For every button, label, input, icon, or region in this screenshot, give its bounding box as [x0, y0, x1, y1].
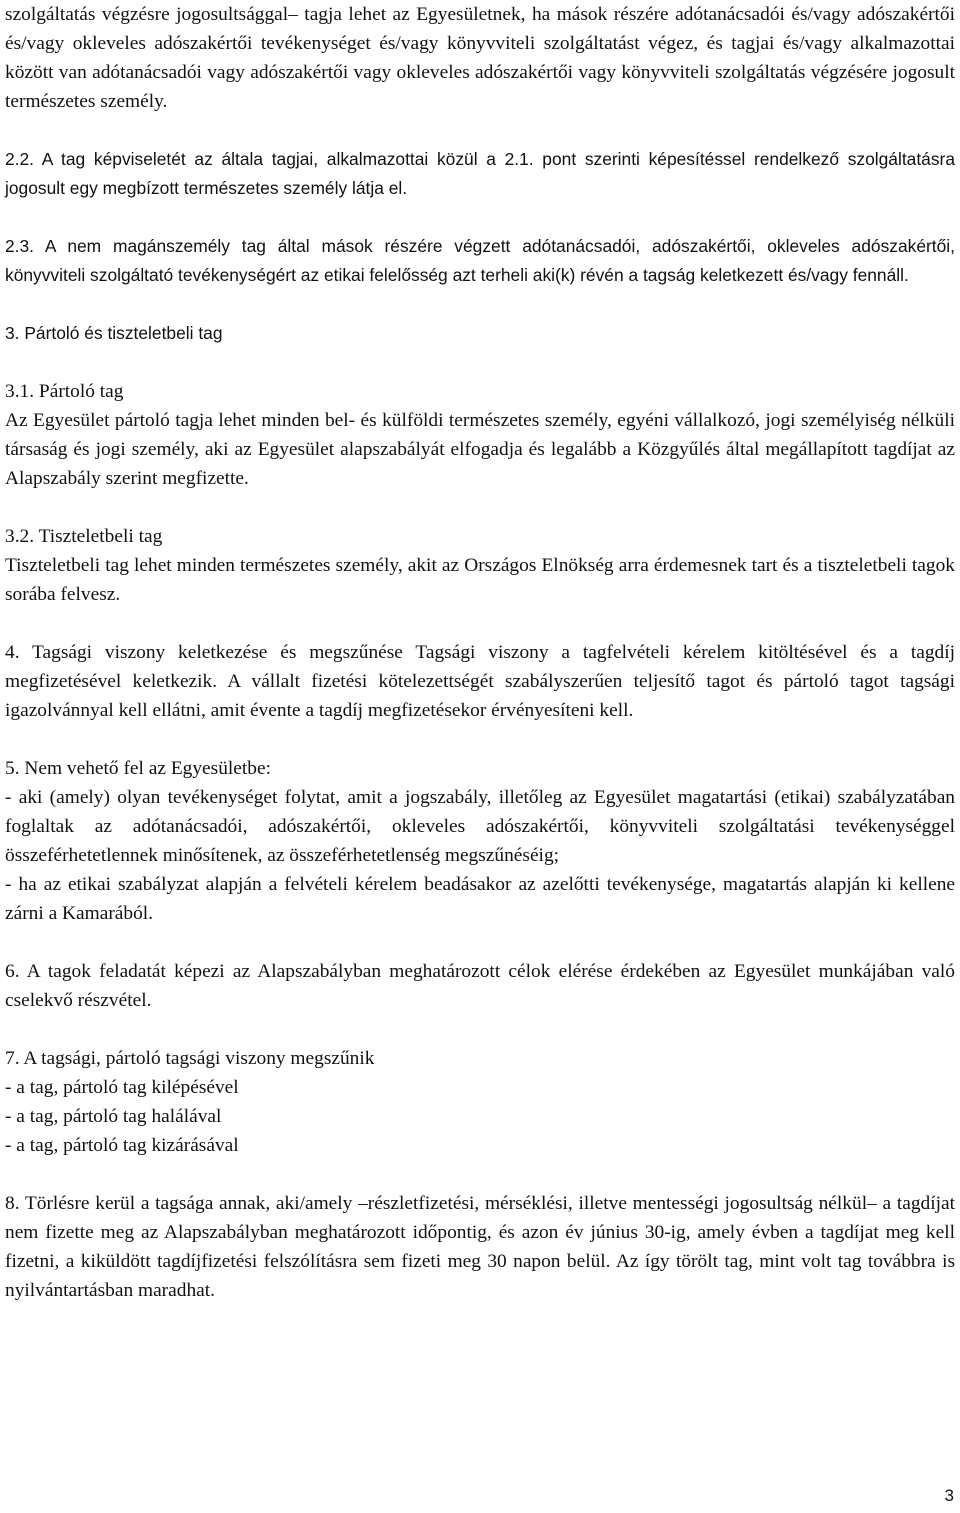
spacer: [5, 348, 955, 377]
spacer: [5, 116, 955, 145]
paragraph-6: 6. A tagok feladatát képezi az Alapszabályban meghatározott célok elérése érdekében az Egyesület munkájában való cselekvő részvétel.: [5, 961, 955, 1011]
paragraph-membership-condition: szolgáltatás végzésre jogosultsággal– tagja lehet az Egyesületnek, ha mások részére adótanácsadói és/vagy adószakértői és/vagy okleveles adószakértői tevékenységet és/vagy könyvviteli szolgáltatást végez, és tagjai és/vagy alkalmazottai között van adótanácsadói vagy adószakértői vagy okleveles adószakértői vagy könyvviteli szolgáltatás végzésére jogosult természetes személy.: [5, 4, 955, 112]
heading-3-1: 3.1. Pártoló tag: [5, 381, 124, 402]
heading-3: 3. Pártoló és tiszteletbeli tag: [5, 323, 223, 343]
spacer: [5, 1160, 955, 1189]
paragraph-2-2: 2.2. A tag képviseletét az általa tagjai, alkalmazottai közül a 2.1. pont szerinti képesítéssel rendelkező szolgáltatásra jogosult egy megbízott természetes személy látja el.: [5, 149, 955, 198]
document-page: [5, 0, 955, 1305]
list-item: - a tag, pártoló tag halálával: [5, 1106, 222, 1127]
list-item: - a tag, pártoló tag kizárásával: [5, 1135, 239, 1156]
spacer: [5, 928, 955, 957]
paragraph-5-a: - aki (amely) olyan tevékenységet folytat, amit a jogszabály, illetőleg az Egyesület magatartási (etikai) szabályzatában foglaltak az adótanácsadói, adószakértői, okleveles adószakértői, könyvviteli szolgáltatási tevékenységgel összeférhetetlennek minősítenek, az összeférhetetlenség megszűnéséig;: [5, 787, 955, 866]
heading-5: 5. Nem vehető fel az Egyesületbe:: [5, 758, 271, 779]
page-number: 3: [944, 1486, 954, 1505]
spacer: [5, 203, 955, 232]
paragraph-4: 4. Tagsági viszony keletkezése és megszűnése Tagsági viszony a tagfelvételi kérelem kitöltésével és a tagdíj megfizetésével keletkezik. A vállalt fizetési kötelezettségét szabályszerűen teljesítő tagot és pártoló tagot tagsági igazolvánnyal kell ellátni, amit évente a tagdíj megfizetésekor érvényesíteni kell.: [5, 642, 955, 721]
list-item: - a tag, pártoló tag kilépésével: [5, 1077, 239, 1098]
spacer: [5, 1015, 955, 1044]
spacer: [5, 493, 955, 522]
heading-3-2: 3.2. Tiszteletbeli tag: [5, 526, 163, 547]
spacer: [5, 609, 955, 638]
paragraph-8: 8. Törlésre kerül a tagsága annak, aki/amely –részletfizetési, mérséklési, illetve mentességi jogosultság nélkül– a tagdíjat nem fizette meg az Alapszabályban meghatározott időpontig, és azon év június 30-ig, amely évben a tagdíjat meg kell fizetni, a kiküldött tagdíjfizetési felszólításra sem fizeti meg 30 napon belül. Az így törölt tag, mint volt tag továbbra is nyilvántartásban maradhat.: [5, 1193, 955, 1301]
paragraph-2-3: 2.3. A nem magánszemély tag által mások részére végzett adótanácsadói, adószakértői, okleveles adószakértői, könyvviteli szolgáltató tevékenységért az etikai felelősség azt terheli aki(k) révén a tagság keletkezett és/vagy fennáll.: [5, 236, 955, 285]
heading-7: 7. A tagsági, pártoló tagsági viszony megszűnik: [5, 1048, 375, 1069]
paragraph-3-2: Tiszteletbeli tag lehet minden természetes személy, akit az Országos Elnökség arra érdemesnek tart és a tiszteletbeli tagok sorába felvesz.: [5, 555, 955, 605]
spacer: [5, 725, 955, 754]
spacer: [5, 290, 955, 319]
paragraph-5-b: - ha az etikai szabályzat alapján a felvételi kérelem beadásakor az azelőtti tevékenysége, magatartás alapján ki kellene zárni a Kamarából.: [5, 874, 955, 924]
paragraph-3-1: Az Egyesület pártoló tagja lehet minden bel- és külföldi természetes személy, egyéni vállalkozó, jogi személyiség nélküli társaság és jogi személy, aki az Egyesület alapszabályát elfogadja és legalább a Közgyűlés által megállapított tagdíjat az Alapszabály szerint megfizette.: [5, 410, 955, 489]
